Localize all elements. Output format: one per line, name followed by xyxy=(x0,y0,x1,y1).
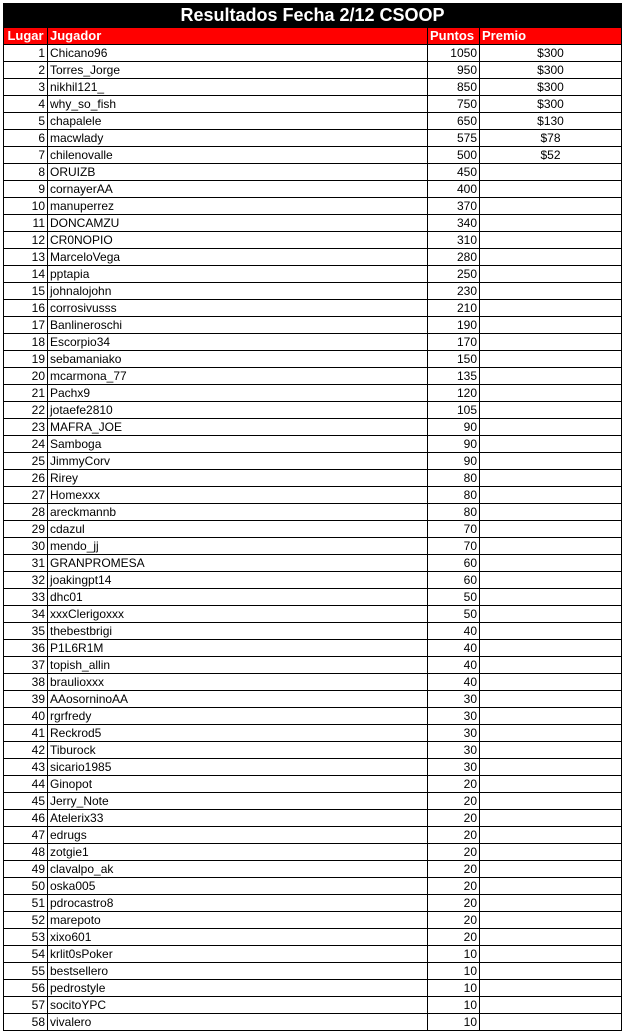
cell-lugar: 27 xyxy=(4,487,48,504)
cell-premio xyxy=(480,351,622,368)
cell-lugar: 34 xyxy=(4,606,48,623)
cell-lugar: 24 xyxy=(4,436,48,453)
cell-puntos: 20 xyxy=(428,878,480,895)
cell-puntos: 60 xyxy=(428,572,480,589)
cell-premio xyxy=(480,946,622,963)
cell-puntos: 50 xyxy=(428,606,480,623)
cell-premio xyxy=(480,283,622,300)
cell-premio xyxy=(480,164,622,181)
cell-premio: $300 xyxy=(480,62,622,79)
table-row xyxy=(4,402,622,419)
cell-puntos: 40 xyxy=(428,640,480,657)
cell-jugador: chilenovalle xyxy=(48,147,428,164)
table-row xyxy=(4,657,622,674)
cell-puntos: 70 xyxy=(428,538,480,555)
cell-lugar: 3 xyxy=(4,79,48,96)
table-row xyxy=(4,470,622,487)
cell-premio xyxy=(480,1014,622,1031)
table-row xyxy=(4,725,622,742)
cell-lugar: 52 xyxy=(4,912,48,929)
table-row xyxy=(4,45,622,62)
cell-premio: $300 xyxy=(480,45,622,62)
cell-puntos: 120 xyxy=(428,385,480,402)
cell-jugador: MarceloVega xyxy=(48,249,428,266)
cell-jugador: chapalele xyxy=(48,113,428,130)
cell-puntos: 20 xyxy=(428,929,480,946)
cell-jugador: clavalpo_ak xyxy=(48,861,428,878)
table-row xyxy=(4,232,622,249)
cell-jugador: cornayerAA xyxy=(48,181,428,198)
cell-premio xyxy=(480,742,622,759)
cell-puntos: 10 xyxy=(428,946,480,963)
cell-jugador: MAFRA_JOE xyxy=(48,419,428,436)
table-row xyxy=(4,895,622,912)
cell-jugador: bestsellero xyxy=(48,963,428,980)
page-title: Resultados Fecha 2/12 CSOOP xyxy=(4,4,622,28)
cell-lugar: 35 xyxy=(4,623,48,640)
table-row xyxy=(4,759,622,776)
cell-jugador: Tiburock xyxy=(48,742,428,759)
cell-puntos: 370 xyxy=(428,198,480,215)
cell-puntos: 500 xyxy=(428,147,480,164)
cell-puntos: 950 xyxy=(428,62,480,79)
cell-premio: $130 xyxy=(480,113,622,130)
cell-lugar: 17 xyxy=(4,317,48,334)
cell-lugar: 51 xyxy=(4,895,48,912)
cell-premio xyxy=(480,725,622,742)
cell-puntos: 30 xyxy=(428,725,480,742)
table-row xyxy=(4,980,622,997)
cell-puntos: 190 xyxy=(428,317,480,334)
cell-jugador: manuperrez xyxy=(48,198,428,215)
table-row xyxy=(4,861,622,878)
cell-premio xyxy=(480,810,622,827)
cell-puntos: 210 xyxy=(428,300,480,317)
cell-lugar: 19 xyxy=(4,351,48,368)
cell-lugar: 39 xyxy=(4,691,48,708)
cell-premio xyxy=(480,640,622,657)
table-row xyxy=(4,487,622,504)
cell-puntos: 30 xyxy=(428,691,480,708)
table-row xyxy=(4,776,622,793)
cell-premio xyxy=(480,504,622,521)
cell-jugador: marepoto xyxy=(48,912,428,929)
table-row xyxy=(4,742,622,759)
cell-lugar: 47 xyxy=(4,827,48,844)
table-row xyxy=(4,929,622,946)
cell-puntos: 20 xyxy=(428,861,480,878)
cell-puntos: 60 xyxy=(428,555,480,572)
cell-lugar: 6 xyxy=(4,130,48,147)
cell-lugar: 18 xyxy=(4,334,48,351)
cell-lugar: 57 xyxy=(4,997,48,1014)
table-row xyxy=(4,351,622,368)
cell-lugar: 29 xyxy=(4,521,48,538)
cell-puntos: 70 xyxy=(428,521,480,538)
cell-lugar: 48 xyxy=(4,844,48,861)
table-row xyxy=(4,691,622,708)
table-row xyxy=(4,878,622,895)
cell-premio xyxy=(480,385,622,402)
cell-jugador: Reckrod5 xyxy=(48,725,428,742)
cell-lugar: 53 xyxy=(4,929,48,946)
table-row xyxy=(4,946,622,963)
table-row xyxy=(4,674,622,691)
cell-jugador: Homexxx xyxy=(48,487,428,504)
cell-premio xyxy=(480,589,622,606)
cell-jugador: zotgie1 xyxy=(48,844,428,861)
cell-premio: $78 xyxy=(480,130,622,147)
cell-premio xyxy=(480,300,622,317)
header-lugar: Lugar xyxy=(4,28,48,45)
header-premio: Premio xyxy=(480,28,622,45)
cell-lugar: 16 xyxy=(4,300,48,317)
cell-puntos: 80 xyxy=(428,487,480,504)
table-row xyxy=(4,810,622,827)
cell-lugar: 2 xyxy=(4,62,48,79)
cell-jugador: vivalero xyxy=(48,1014,428,1031)
cell-lugar: 36 xyxy=(4,640,48,657)
cell-puntos: 10 xyxy=(428,963,480,980)
cell-premio xyxy=(480,555,622,572)
cell-jugador: Jerry_Note xyxy=(48,793,428,810)
cell-premio xyxy=(480,895,622,912)
cell-premio xyxy=(480,266,622,283)
cell-puntos: 80 xyxy=(428,504,480,521)
cell-lugar: 33 xyxy=(4,589,48,606)
cell-lugar: 31 xyxy=(4,555,48,572)
cell-puntos: 90 xyxy=(428,419,480,436)
table-row xyxy=(4,130,622,147)
cell-puntos: 90 xyxy=(428,453,480,470)
cell-puntos: 20 xyxy=(428,827,480,844)
cell-lugar: 1 xyxy=(4,45,48,62)
cell-jugador: cdazul xyxy=(48,521,428,538)
cell-puntos: 850 xyxy=(428,79,480,96)
cell-lugar: 8 xyxy=(4,164,48,181)
cell-puntos: 20 xyxy=(428,895,480,912)
cell-jugador: Ginopot xyxy=(48,776,428,793)
header-row xyxy=(4,28,622,45)
cell-premio xyxy=(480,198,622,215)
table-row xyxy=(4,640,622,657)
cell-jugador: braulioxxx xyxy=(48,674,428,691)
cell-puntos: 135 xyxy=(428,368,480,385)
cell-puntos: 40 xyxy=(428,674,480,691)
table-row xyxy=(4,963,622,980)
cell-premio xyxy=(480,419,622,436)
cell-premio: $300 xyxy=(480,79,622,96)
cell-jugador: CR0NOPIO xyxy=(48,232,428,249)
table-row xyxy=(4,164,622,181)
cell-premio xyxy=(480,249,622,266)
cell-puntos: 650 xyxy=(428,113,480,130)
table-row xyxy=(4,453,622,470)
cell-puntos: 40 xyxy=(428,657,480,674)
cell-lugar: 20 xyxy=(4,368,48,385)
cell-lugar: 15 xyxy=(4,283,48,300)
cell-premio xyxy=(480,623,622,640)
cell-puntos: 400 xyxy=(428,181,480,198)
cell-lugar: 44 xyxy=(4,776,48,793)
table-row xyxy=(4,793,622,810)
cell-lugar: 28 xyxy=(4,504,48,521)
cell-premio xyxy=(480,402,622,419)
cell-jugador: Rirey xyxy=(48,470,428,487)
cell-premio xyxy=(480,470,622,487)
table-row xyxy=(4,538,622,555)
cell-jugador: joakingpt14 xyxy=(48,572,428,589)
cell-premio xyxy=(480,215,622,232)
cell-premio xyxy=(480,844,622,861)
cell-premio xyxy=(480,793,622,810)
cell-jugador: Chicano96 xyxy=(48,45,428,62)
cell-puntos: 20 xyxy=(428,912,480,929)
cell-jugador: corrosivusss xyxy=(48,300,428,317)
table-row xyxy=(4,623,622,640)
table-row xyxy=(4,912,622,929)
cell-jugador: ORUIZB xyxy=(48,164,428,181)
cell-premio xyxy=(480,521,622,538)
cell-puntos: 750 xyxy=(428,96,480,113)
cell-jugador: DONCAMZU xyxy=(48,215,428,232)
table-row xyxy=(4,708,622,725)
cell-lugar: 11 xyxy=(4,215,48,232)
cell-premio xyxy=(480,912,622,929)
cell-puntos: 10 xyxy=(428,980,480,997)
cell-puntos: 30 xyxy=(428,742,480,759)
cell-jugador: Banlineroschi xyxy=(48,317,428,334)
cell-jugador: Pachx9 xyxy=(48,385,428,402)
cell-premio xyxy=(480,181,622,198)
results-table xyxy=(3,3,622,1031)
cell-lugar: 41 xyxy=(4,725,48,742)
cell-puntos: 170 xyxy=(428,334,480,351)
table-row xyxy=(4,300,622,317)
cell-jugador: xixo601 xyxy=(48,929,428,946)
cell-premio xyxy=(480,317,622,334)
cell-lugar: 56 xyxy=(4,980,48,997)
cell-premio xyxy=(480,861,622,878)
cell-puntos: 340 xyxy=(428,215,480,232)
cell-jugador: pdrocastro8 xyxy=(48,895,428,912)
table-row xyxy=(4,79,622,96)
table-row xyxy=(4,521,622,538)
cell-premio xyxy=(480,759,622,776)
table-row xyxy=(4,589,622,606)
cell-puntos: 150 xyxy=(428,351,480,368)
cell-puntos: 230 xyxy=(428,283,480,300)
cell-jugador: macwlady xyxy=(48,130,428,147)
cell-premio xyxy=(480,368,622,385)
cell-lugar: 12 xyxy=(4,232,48,249)
cell-jugador: johnalojohn xyxy=(48,283,428,300)
cell-premio: $52 xyxy=(480,147,622,164)
cell-jugador: mcarmona_77 xyxy=(48,368,428,385)
cell-jugador: mendo_jj xyxy=(48,538,428,555)
cell-lugar: 54 xyxy=(4,946,48,963)
cell-lugar: 32 xyxy=(4,572,48,589)
cell-premio xyxy=(480,453,622,470)
cell-premio xyxy=(480,572,622,589)
cell-jugador: AAosorninoAA xyxy=(48,691,428,708)
cell-puntos: 250 xyxy=(428,266,480,283)
cell-jugador: JimmyCorv xyxy=(48,453,428,470)
header-jugador: Jugador xyxy=(48,28,428,45)
cell-lugar: 23 xyxy=(4,419,48,436)
cell-puntos: 80 xyxy=(428,470,480,487)
table-row xyxy=(4,334,622,351)
cell-premio xyxy=(480,963,622,980)
cell-lugar: 38 xyxy=(4,674,48,691)
cell-lugar: 49 xyxy=(4,861,48,878)
cell-lugar: 14 xyxy=(4,266,48,283)
cell-jugador: topish_allin xyxy=(48,657,428,674)
cell-lugar: 26 xyxy=(4,470,48,487)
cell-jugador: dhc01 xyxy=(48,589,428,606)
table-row xyxy=(4,283,622,300)
cell-lugar: 55 xyxy=(4,963,48,980)
cell-puntos: 1050 xyxy=(428,45,480,62)
cell-jugador: xxxClerigoxxx xyxy=(48,606,428,623)
cell-puntos: 90 xyxy=(428,436,480,453)
cell-puntos: 20 xyxy=(428,776,480,793)
cell-puntos: 40 xyxy=(428,623,480,640)
cell-puntos: 105 xyxy=(428,402,480,419)
cell-jugador: thebestbrigi xyxy=(48,623,428,640)
cell-lugar: 43 xyxy=(4,759,48,776)
table-row xyxy=(4,266,622,283)
cell-premio xyxy=(480,827,622,844)
table-row xyxy=(4,147,622,164)
table-row xyxy=(4,96,622,113)
cell-jugador: pedrostyle xyxy=(48,980,428,997)
header-puntos: Puntos xyxy=(428,28,480,45)
cell-jugador: krlit0sPoker xyxy=(48,946,428,963)
cell-jugador: socitoYPC xyxy=(48,997,428,1014)
table-row xyxy=(4,385,622,402)
cell-jugador: oska005 xyxy=(48,878,428,895)
cell-jugador: Torres_Jorge xyxy=(48,62,428,79)
cell-jugador: rgrfredy xyxy=(48,708,428,725)
table-row xyxy=(4,827,622,844)
cell-puntos: 20 xyxy=(428,793,480,810)
cell-premio xyxy=(480,334,622,351)
cell-lugar: 13 xyxy=(4,249,48,266)
cell-lugar: 45 xyxy=(4,793,48,810)
table-row xyxy=(4,215,622,232)
cell-jugador: sebamaniako xyxy=(48,351,428,368)
cell-lugar: 37 xyxy=(4,657,48,674)
table-row xyxy=(4,198,622,215)
table-row xyxy=(4,181,622,198)
table-row xyxy=(4,844,622,861)
cell-premio xyxy=(480,487,622,504)
cell-jugador: Samboga xyxy=(48,436,428,453)
cell-lugar: 42 xyxy=(4,742,48,759)
cell-premio xyxy=(480,538,622,555)
cell-jugador: why_so_fish xyxy=(48,96,428,113)
cell-lugar: 4 xyxy=(4,96,48,113)
cell-lugar: 40 xyxy=(4,708,48,725)
cell-lugar: 22 xyxy=(4,402,48,419)
table-row xyxy=(4,572,622,589)
cell-lugar: 10 xyxy=(4,198,48,215)
title-row xyxy=(4,4,622,28)
table-row xyxy=(4,1014,622,1031)
cell-premio xyxy=(480,657,622,674)
cell-puntos: 10 xyxy=(428,997,480,1014)
cell-jugador: GRANPROMESA xyxy=(48,555,428,572)
cell-premio xyxy=(480,708,622,725)
table-row xyxy=(4,62,622,79)
table-row xyxy=(4,504,622,521)
cell-lugar: 58 xyxy=(4,1014,48,1031)
cell-premio xyxy=(480,997,622,1014)
table-row xyxy=(4,249,622,266)
cell-premio xyxy=(480,674,622,691)
table-row xyxy=(4,113,622,130)
cell-puntos: 20 xyxy=(428,844,480,861)
cell-jugador: jotaefe2810 xyxy=(48,402,428,419)
cell-lugar: 21 xyxy=(4,385,48,402)
results-body xyxy=(4,45,622,1031)
cell-lugar: 7 xyxy=(4,147,48,164)
table-row xyxy=(4,368,622,385)
cell-lugar: 30 xyxy=(4,538,48,555)
cell-puntos: 450 xyxy=(428,164,480,181)
cell-premio xyxy=(480,436,622,453)
cell-jugador: P1L6R1M xyxy=(48,640,428,657)
cell-lugar: 25 xyxy=(4,453,48,470)
cell-puntos: 50 xyxy=(428,589,480,606)
cell-premio xyxy=(480,878,622,895)
cell-premio xyxy=(480,929,622,946)
cell-jugador: Atelerix33 xyxy=(48,810,428,827)
cell-puntos: 20 xyxy=(428,810,480,827)
cell-lugar: 46 xyxy=(4,810,48,827)
cell-jugador: Escorpio34 xyxy=(48,334,428,351)
cell-jugador: edrugs xyxy=(48,827,428,844)
cell-puntos: 10 xyxy=(428,1014,480,1031)
cell-jugador: sicario1985 xyxy=(48,759,428,776)
cell-lugar: 50 xyxy=(4,878,48,895)
table-row xyxy=(4,317,622,334)
table-row xyxy=(4,419,622,436)
cell-premio xyxy=(480,606,622,623)
table-row xyxy=(4,555,622,572)
cell-premio xyxy=(480,776,622,793)
cell-jugador: pptapia xyxy=(48,266,428,283)
cell-lugar: 5 xyxy=(4,113,48,130)
cell-puntos: 280 xyxy=(428,249,480,266)
cell-jugador: areckmannb xyxy=(48,504,428,521)
table-row xyxy=(4,606,622,623)
cell-puntos: 30 xyxy=(428,759,480,776)
cell-jugador: nikhil121_ xyxy=(48,79,428,96)
table-row xyxy=(4,436,622,453)
cell-puntos: 310 xyxy=(428,232,480,249)
cell-puntos: 30 xyxy=(428,708,480,725)
cell-premio: $300 xyxy=(480,96,622,113)
cell-puntos: 575 xyxy=(428,130,480,147)
cell-premio xyxy=(480,980,622,997)
cell-premio xyxy=(480,232,622,249)
cell-lugar: 9 xyxy=(4,181,48,198)
cell-premio xyxy=(480,691,622,708)
table-row xyxy=(4,997,622,1014)
